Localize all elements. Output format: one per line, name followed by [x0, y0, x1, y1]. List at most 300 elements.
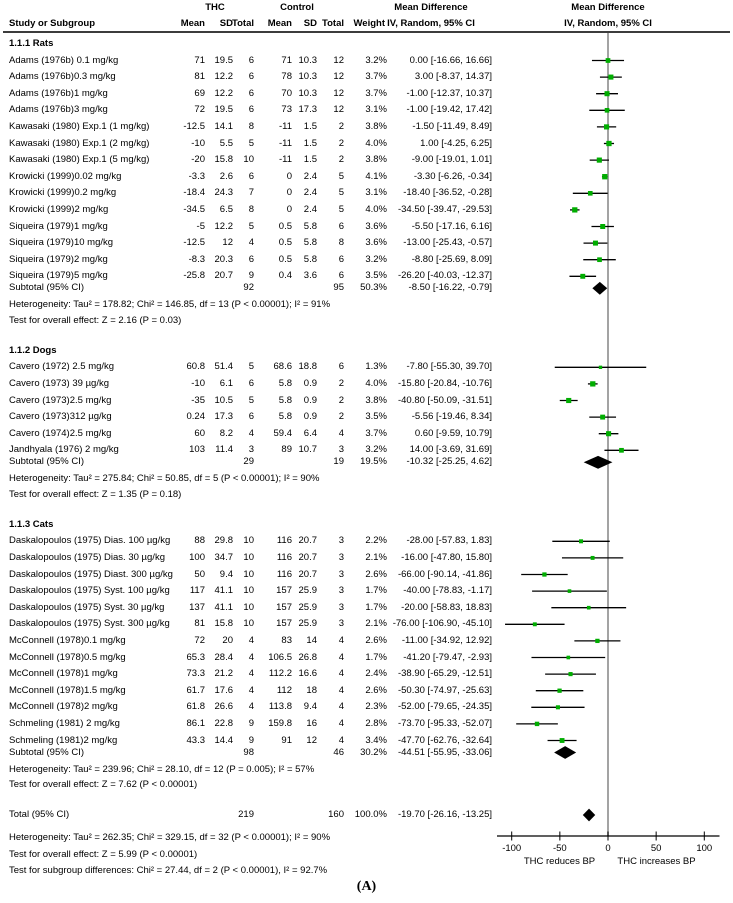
- ci-text: 0.00 [-16.66, 16.66]: [409, 54, 492, 66]
- ci-text: 1.00 [-4.25, 6.25]: [420, 137, 492, 149]
- figure-panel-label: (A): [356, 879, 377, 894]
- study-row: [0, 699, 733, 715]
- weight: 2.4%: [365, 668, 387, 680]
- weight: 3.8%: [365, 154, 387, 166]
- thc-total: 219: [238, 809, 254, 820]
- note-text: Test for overall effect: Z = 1.35 (P = 0.18): [9, 488, 182, 500]
- study-row: [0, 86, 733, 102]
- heterogeneity-note: [0, 313, 733, 329]
- control-total: 4: [338, 634, 344, 646]
- thc-sd: 41.1: [214, 585, 233, 597]
- thc-sd: 17.6: [214, 684, 233, 696]
- weight: 2.6%: [365, 634, 387, 646]
- thc-total: 8: [248, 203, 254, 215]
- control-mean: 71: [281, 54, 292, 66]
- thc-sd: 8.2: [219, 427, 233, 439]
- thc-mean: 43.3: [186, 734, 205, 746]
- thc-sd: 14.4: [214, 734, 233, 746]
- axis-direction-label-left: THC reduces BP: [523, 856, 596, 867]
- ci-text: 3.00 [-8.37, 14.37]: [414, 71, 492, 83]
- axis-tick-label: -100: [502, 843, 522, 854]
- study-label: Krowicki (1999)2 mg/kg: [9, 203, 109, 215]
- study-row: [0, 169, 733, 185]
- column-header-weight: Weight: [353, 18, 385, 29]
- control-mean: 5.8: [278, 411, 292, 423]
- control-mean: 0: [286, 203, 292, 215]
- study-row: [0, 69, 733, 85]
- weight: 50.3%: [360, 282, 387, 294]
- study-row: [0, 202, 733, 218]
- control-mean: 116: [276, 551, 292, 563]
- thc-mean: 86.1: [186, 717, 205, 729]
- weight: 100.0%: [354, 809, 387, 820]
- control-total: 2: [338, 120, 344, 132]
- control-mean: 70: [281, 87, 292, 99]
- header-rule: [3, 31, 730, 33]
- thc-sd: 15.8: [214, 618, 233, 630]
- thc-mean: 81: [194, 618, 205, 630]
- control-mean: 68.6: [273, 361, 292, 373]
- control-total: 95: [333, 282, 344, 294]
- ci-text: -8.50 [-16.22, -0.79]: [408, 282, 492, 294]
- plot-header-mean-difference: Mean Difference: [571, 2, 645, 13]
- control-sd: 16: [306, 717, 317, 729]
- note-text: Test for subgroup differences: Chi² = 27.44, df = 2 (P < 0.00001), I² = 92.7%: [9, 865, 328, 876]
- thc-total: 29: [243, 456, 254, 468]
- thc-sd: 12.2: [214, 220, 233, 232]
- study-label: Siqueira (1979)2 mg/kg: [9, 253, 108, 265]
- study-label: Daskalopoulos (1975) Syst. 100 µg/kg: [9, 585, 170, 597]
- subtotal-row: [0, 745, 733, 761]
- thc-mean: 50: [194, 568, 205, 580]
- thc-total: 98: [243, 746, 254, 758]
- study-label: Daskalopoulos (1975) Diast. 300 µg/kg: [9, 568, 173, 580]
- weight: 3.5%: [365, 411, 387, 423]
- weight: 1.7%: [365, 651, 387, 663]
- ci-text: -18.40 [-36.52, -0.28]: [403, 187, 492, 199]
- thc-mean: 72: [194, 634, 205, 646]
- control-total: 46: [333, 746, 344, 758]
- thc-mean: -20: [191, 154, 205, 166]
- study-row: [0, 359, 733, 375]
- study-row: [0, 409, 733, 425]
- thc-mean: -10: [191, 137, 205, 149]
- thc-mean: 88: [194, 535, 205, 547]
- note-text: Test for overall effect: Z = 2.16 (P = 0.03): [9, 314, 182, 326]
- thc-total: 6: [248, 87, 254, 99]
- note-text: Heterogeneity: Tau² = 239.96; Chi² = 28.10, df = 12 (P = 0.005); I² = 57%: [9, 763, 315, 775]
- thc-sd: 19.5: [214, 104, 233, 116]
- control-sd: 20.7: [298, 551, 317, 563]
- weight: 2.6%: [365, 684, 387, 696]
- control-mean: 0: [286, 187, 292, 199]
- control-sd: 25.9: [298, 585, 317, 597]
- thc-total: 4: [248, 634, 254, 646]
- control-sd: 5.8: [303, 253, 317, 265]
- control-total: 2: [338, 377, 344, 389]
- axis-tick-label: 0: [605, 843, 611, 854]
- control-total: 6: [338, 220, 344, 232]
- control-sd: 1.5: [303, 120, 317, 132]
- thc-sd: 2.6: [219, 170, 233, 182]
- ci-text: -3.30 [-6.26, -0.34]: [413, 170, 492, 182]
- control-sd: 17.3: [298, 104, 317, 116]
- study-label: McConnell (1978)0.5 mg/kg: [9, 651, 126, 663]
- thc-mean: 103: [189, 444, 205, 456]
- study-row: [0, 426, 733, 442]
- study-row: [0, 252, 733, 268]
- weight: 3.8%: [365, 120, 387, 132]
- study-label: Adams (1976b)3 mg/kg: [9, 104, 108, 116]
- control-sd: 25.9: [298, 601, 317, 613]
- weight: 3.8%: [365, 394, 387, 406]
- note-text: Heterogeneity: Tau² = 275.84; Chi² = 50.85, df = 5 (P < 0.00001); I² = 90%: [9, 473, 320, 485]
- column-header-thc-mean: Mean: [180, 18, 205, 29]
- ci-text: -8.80 [-25.69, 8.09]: [411, 253, 492, 265]
- weight: 3.7%: [365, 71, 387, 83]
- note-text: Heterogeneity: Tau² = 262.35; Chi² = 329.15, df = 32 (P < 0.00001); I² = 90%: [9, 832, 331, 843]
- plot-header-iv-random-ci: IV, Random, 95% CI: [564, 18, 652, 29]
- thc-mean: -34.5: [183, 203, 205, 215]
- control-mean: 59.4: [273, 427, 292, 439]
- control-total: 2: [338, 137, 344, 149]
- control-sd: 18.8: [298, 361, 317, 373]
- control-sd: 2.4: [303, 170, 317, 182]
- axis-direction-label-right: THC increases BP: [617, 856, 696, 867]
- control-sd: 9.4: [303, 701, 317, 713]
- thc-total: 6: [248, 377, 254, 389]
- thc-sd: 22.8: [214, 717, 233, 729]
- weight: 2.1%: [365, 551, 387, 563]
- study-label: Cavero (1973) 39 µg/kg: [9, 377, 110, 389]
- weight: 3.2%: [365, 54, 387, 66]
- thc-sd: 41.1: [214, 601, 233, 613]
- thc-sd: 51.4: [214, 361, 233, 373]
- study-row: [0, 567, 733, 583]
- study-label: Adams (1976b) 0.1 mg/kg: [9, 54, 119, 66]
- control-sd: 20.7: [298, 535, 317, 547]
- thc-mean: 60: [194, 427, 205, 439]
- ci-text: -10.32 [-25.25, 4.62]: [406, 456, 492, 468]
- thc-sd: 17.3: [214, 411, 233, 423]
- section-title: 1.1.2 Dogs: [9, 344, 57, 356]
- control-mean: 112.2: [268, 668, 292, 680]
- ci-text: -19.70 [-26.16, -13.25]: [397, 809, 492, 820]
- study-row: [0, 550, 733, 566]
- thc-total: 6: [248, 170, 254, 182]
- study-row: [0, 533, 733, 549]
- thc-total: 4: [248, 651, 254, 663]
- weight: 3.5%: [365, 270, 387, 282]
- control-total: 2: [338, 394, 344, 406]
- weight: 4.0%: [365, 137, 387, 149]
- thc-mean: -18.4: [183, 187, 205, 199]
- thc-total: 5: [248, 394, 254, 406]
- thc-mean: 0.24: [186, 411, 205, 423]
- control-mean: 157: [276, 618, 292, 630]
- ci-text: -66.00 [-90.14, -41.86]: [397, 568, 492, 580]
- weight: 3.7%: [365, 427, 387, 439]
- weight: 2.2%: [365, 535, 387, 547]
- study-label: McConnell (1978)1 mg/kg: [9, 668, 118, 680]
- study-row: [0, 152, 733, 168]
- thc-total: 4: [248, 427, 254, 439]
- study-label: Krowicki (1999)0.02 mg/kg: [9, 170, 122, 182]
- study-row: [0, 185, 733, 201]
- thc-total: 92: [243, 282, 254, 294]
- weight: 1.7%: [365, 601, 387, 613]
- thc-sd: 29.8: [214, 535, 233, 547]
- study-label: Siqueira (1979)10 mg/kg: [9, 237, 114, 249]
- control-total: 19: [333, 456, 344, 468]
- control-total: 160: [328, 809, 344, 820]
- thc-total: 5: [248, 361, 254, 373]
- control-total: 8: [338, 237, 344, 249]
- study-row: [0, 716, 733, 732]
- weight: 4.0%: [365, 203, 387, 215]
- weight: 4.1%: [365, 170, 387, 182]
- thc-sd: 11.4: [215, 444, 233, 456]
- control-sd: 0.9: [303, 411, 317, 423]
- thc-sd: 15.8: [214, 154, 233, 166]
- study-label: Kawasaki (1980) Exp.1 (5 mg/kg): [9, 154, 150, 166]
- group-header-thc: THC: [205, 2, 225, 13]
- thc-mean: 100: [189, 551, 205, 563]
- ci-text: -16.00 [-47.80, 15.80]: [401, 551, 492, 563]
- thc-sd: 12: [222, 237, 233, 249]
- thc-sd: 20: [222, 634, 233, 646]
- thc-sd: 20.3: [214, 253, 233, 265]
- control-mean: 106.5: [268, 651, 292, 663]
- study-label: Daskalopoulos (1975) Syst. 30 µg/kg: [9, 601, 165, 613]
- thc-mean: -35: [191, 394, 205, 406]
- heterogeneity-note: [0, 297, 733, 313]
- thc-total: 4: [248, 237, 254, 249]
- control-sd: 14: [306, 634, 317, 646]
- study-label: Daskalopoulos (1975) Dias. 30 µg/kg: [9, 551, 165, 563]
- study-row: [0, 393, 733, 409]
- thc-sd: 6.1: [219, 377, 233, 389]
- ci-text: -76.00 [-106.90, -45.10]: [392, 618, 492, 630]
- control-total: 3: [338, 535, 344, 547]
- column-header-mean-difference: Mean Difference: [394, 2, 468, 13]
- control-sd: 1.5: [303, 137, 317, 149]
- study-row: [0, 53, 733, 69]
- thc-mean: 60.8: [186, 361, 205, 373]
- control-mean: 116: [276, 535, 292, 547]
- weight: 4.0%: [365, 377, 387, 389]
- heterogeneity-note: [0, 762, 733, 778]
- thc-sd: 24.3: [214, 187, 233, 199]
- section-header: [0, 343, 733, 359]
- thc-total: 4: [248, 684, 254, 696]
- note-text: Heterogeneity: Tau² = 178.82; Chi² = 146.85, df = 13 (P < 0.00001); I² = 91%: [9, 299, 331, 311]
- note-text: Test for overall effect: Z = 5.99 (P < 0.00001): [9, 848, 198, 860]
- ci-text: 14.00 [-3.69, 31.69]: [409, 444, 492, 456]
- weight: 3.1%: [365, 187, 387, 199]
- control-total: 5: [338, 203, 344, 215]
- study-label: Adams (1976b)0.3 mg/kg: [9, 71, 116, 83]
- control-mean: 112: [276, 684, 292, 696]
- control-total: 3: [338, 551, 344, 563]
- weight: 1.3%: [365, 361, 387, 373]
- control-sd: 1.5: [303, 154, 317, 166]
- control-total: 3: [338, 618, 344, 630]
- ci-text: -41.20 [-79.47, -2.93]: [403, 651, 492, 663]
- pooled-label: Total (95% CI): [9, 809, 70, 820]
- thc-sd: 6.5: [219, 203, 233, 215]
- thc-total: 4: [248, 701, 254, 713]
- pooled-label: Subtotal (95% CI): [9, 746, 84, 758]
- thc-total: 8: [248, 120, 254, 132]
- ci-text: -73.70 [-95.33, -52.07]: [397, 717, 492, 729]
- thc-total: 6: [248, 54, 254, 66]
- heterogeneity-note: [0, 777, 733, 793]
- control-mean: -11: [278, 120, 292, 132]
- thc-total: 9: [248, 734, 254, 746]
- study-row: [0, 136, 733, 152]
- control-sd: 18: [306, 684, 317, 696]
- thc-total: 10: [243, 535, 254, 547]
- ci-text: -28.00 [-57.83, 1.83]: [406, 535, 492, 547]
- control-sd: 2.4: [303, 203, 317, 215]
- pooled-label: Subtotal (95% CI): [9, 282, 84, 294]
- ci-text: -20.00 [-58.83, 18.83]: [401, 601, 492, 613]
- thc-total: 10: [243, 154, 254, 166]
- axis-tick-label: -50: [552, 843, 567, 854]
- weight: 3.4%: [365, 734, 387, 746]
- study-label: Cavero (1974)2.5 mg/kg: [9, 427, 112, 439]
- control-total: 4: [338, 651, 344, 663]
- ci-text: -50.30 [-74.97, -25.63]: [397, 684, 492, 696]
- column-header-control-mean: Mean: [267, 18, 292, 29]
- study-label: McConnell (1978)0.1 mg/kg: [9, 634, 126, 646]
- thc-total: 10: [243, 618, 254, 630]
- weight: 3.2%: [365, 444, 387, 456]
- control-sd: 10.3: [298, 54, 317, 66]
- thc-mean: -25.8: [183, 270, 205, 282]
- control-sd: 25.9: [298, 618, 317, 630]
- thc-total: 9: [248, 270, 254, 282]
- column-header-iv-random-ci: IV, Random, 95% CI: [387, 18, 475, 29]
- control-total: 4: [338, 427, 344, 439]
- thc-total: 7: [248, 187, 254, 199]
- study-label: Cavero (1972) 2.5 mg/kg: [9, 361, 115, 373]
- ci-text: -44.51 [-55.95, -33.06]: [397, 746, 492, 758]
- weight: 3.7%: [365, 87, 387, 99]
- control-mean: 0.5: [278, 253, 292, 265]
- control-total: 3: [338, 444, 344, 456]
- ci-text: -5.56 [-19.46, 8.34]: [411, 411, 492, 423]
- thc-total: 6: [248, 71, 254, 83]
- study-row: [0, 583, 733, 599]
- ci-text: -40.80 [-50.09, -31.51]: [397, 394, 492, 406]
- study-label: Jandhyala (1976) 2 mg/kg: [9, 444, 119, 456]
- thc-mean: -8.3: [188, 253, 205, 265]
- thc-total: 6: [248, 104, 254, 116]
- thc-sd: 12.2: [214, 87, 233, 99]
- control-sd: 16.6: [298, 668, 317, 680]
- control-total: 3: [338, 568, 344, 580]
- control-sd: 12: [306, 734, 317, 746]
- thc-mean: -3.3: [188, 170, 205, 182]
- control-mean: 0.5: [278, 237, 292, 249]
- control-mean: 83: [281, 634, 292, 646]
- thc-mean: 65.3: [186, 651, 205, 663]
- control-mean: -11: [278, 154, 292, 166]
- ci-text: -26.20 [-40.03, -12.37]: [397, 270, 492, 282]
- thc-total: 4: [248, 668, 254, 680]
- weight: 2.1%: [365, 618, 387, 630]
- thc-sd: 21.2: [214, 668, 233, 680]
- weight: 3.2%: [365, 253, 387, 265]
- study-label: Krowicki (1999)0.2 mg/kg: [9, 187, 117, 199]
- study-label: Siqueira (1979)1 mg/kg: [9, 220, 108, 232]
- control-total: 6: [338, 253, 344, 265]
- study-row: [0, 102, 733, 118]
- control-mean: 159.8: [268, 717, 292, 729]
- control-mean: 0.4: [278, 270, 292, 282]
- axis-tick-label: 100: [696, 843, 713, 854]
- pooled-label: Subtotal (95% CI): [9, 456, 84, 468]
- study-label: Cavero (1973)2.5 mg/kg: [9, 394, 112, 406]
- weight: 2.6%: [365, 568, 387, 580]
- study-label: McConnell (1978)2 mg/kg: [9, 701, 118, 713]
- control-total: 4: [338, 684, 344, 696]
- control-mean: 157: [276, 585, 292, 597]
- control-sd: 10.3: [298, 71, 317, 83]
- group-header-control: Control: [280, 2, 314, 13]
- study-row: [0, 600, 733, 616]
- study-label: Daskalopoulos (1975) Syst. 300 µg/kg: [9, 618, 170, 630]
- thc-sd: 12.2: [214, 71, 233, 83]
- control-total: 12: [333, 71, 344, 83]
- thc-total: 6: [248, 253, 254, 265]
- subtotal-row: [0, 280, 733, 296]
- control-mean: 5.8: [278, 394, 292, 406]
- weight: 2.8%: [365, 717, 387, 729]
- control-total: 12: [333, 87, 344, 99]
- thc-mean: -10: [191, 377, 205, 389]
- control-total: 6: [338, 270, 344, 282]
- ci-text: -5.50 [-17.16, 6.16]: [411, 220, 492, 232]
- column-header-control-total: Total: [322, 18, 344, 29]
- control-sd: 10.7: [298, 444, 317, 456]
- study-label: McConnell (1978)1.5 mg/kg: [9, 684, 126, 696]
- thc-mean: 72: [194, 104, 205, 116]
- control-sd: 5.8: [303, 220, 317, 232]
- study-row: [0, 235, 733, 251]
- control-total: 6: [338, 361, 344, 373]
- control-sd: 26.8: [298, 651, 317, 663]
- study-row: [0, 683, 733, 699]
- control-total: 5: [338, 170, 344, 182]
- ci-text: -40.00 [-78.83, -1.17]: [403, 585, 492, 597]
- control-sd: 6.4: [303, 427, 317, 439]
- ci-text: -7.80 [-55.30, 39.70]: [406, 361, 492, 373]
- thc-sd: 34.7: [214, 551, 233, 563]
- control-total: 5: [338, 187, 344, 199]
- study-row: [0, 616, 733, 632]
- thc-sd: 14.1: [214, 120, 233, 132]
- thc-mean: 71: [194, 54, 205, 66]
- ci-text: -1.00 [-19.42, 17.42]: [406, 104, 492, 116]
- thc-mean: 137: [189, 601, 205, 613]
- control-total: 4: [338, 734, 344, 746]
- thc-sd: 19.5: [214, 54, 233, 66]
- thc-sd: 10.5: [214, 394, 233, 406]
- control-mean: 89: [281, 444, 292, 456]
